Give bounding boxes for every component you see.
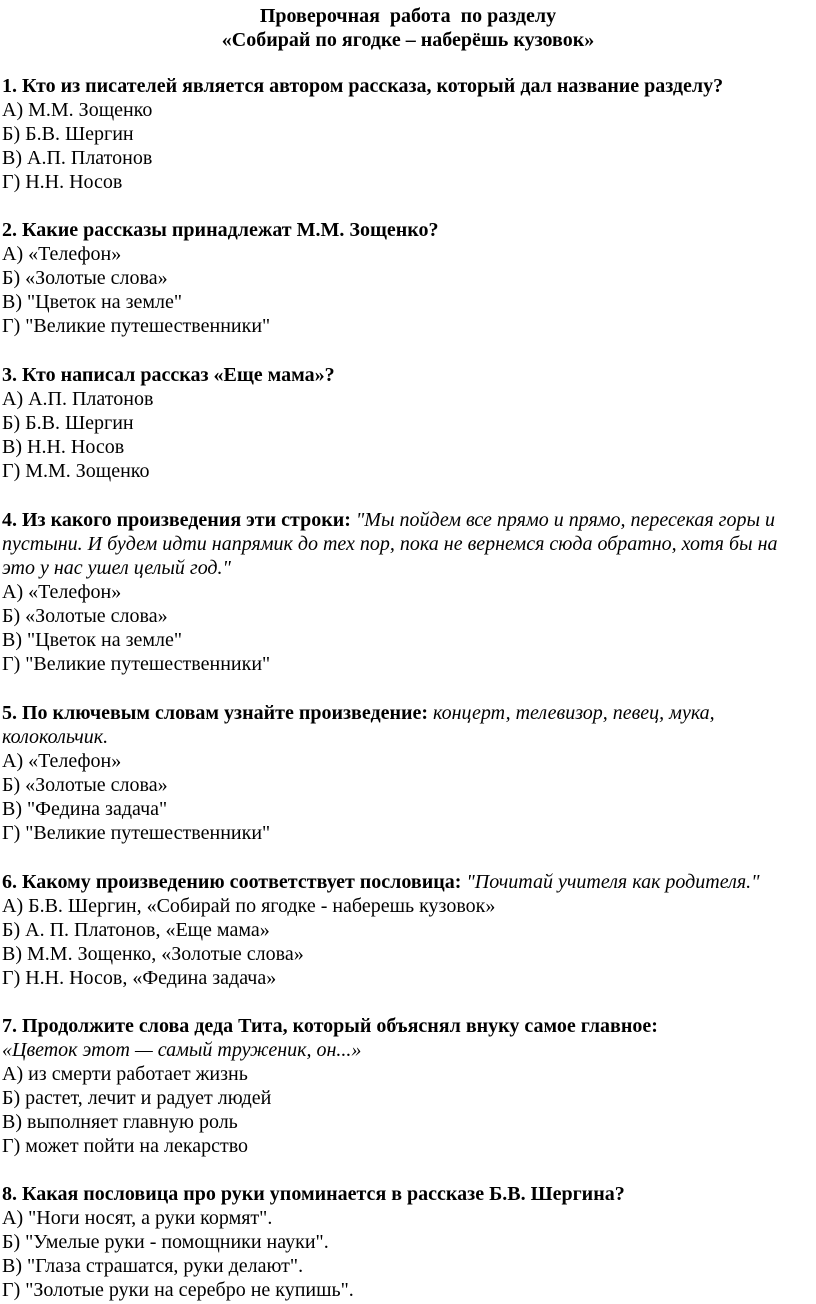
question-1-option-d: Г) Н.Н. Носов xyxy=(2,171,123,193)
question-text: . Из какого произведения эти строки: xyxy=(12,509,351,531)
question-1-option-c: В) А.П. Платонов xyxy=(2,147,153,169)
question-text: . Кто из писателей является автором рассказа, который дал название разделу? xyxy=(12,75,724,97)
question-3-option-d: Г) М.М. Зощенко xyxy=(2,460,150,482)
question-4-option-b: Б) «Золотые слова» xyxy=(2,605,168,627)
question-3-option-c: В) Н.Н. Носов xyxy=(2,436,125,458)
question-7-option-c: В) выполняет главную роль xyxy=(2,1111,238,1133)
question-8 xyxy=(2,1182,625,1206)
question-2-option-a: А) «Телефон» xyxy=(2,243,122,265)
question-number: 6 xyxy=(2,871,12,893)
question-number: 3 xyxy=(2,364,12,386)
question-1-option-b: Б) Б.В. Шергин xyxy=(2,123,134,145)
question-number: 2 xyxy=(2,219,12,241)
question-text: . Какие рассказы принадлежат М.М. Зощенко? xyxy=(12,219,439,241)
question-4-option-c: В) "Цветок на земле" xyxy=(2,629,183,651)
question-5 xyxy=(2,701,715,725)
question-7-quote: «Цветок этот — самый труженик, он...» xyxy=(2,1039,362,1061)
question-3-option-b: Б) Б.В. Шергин xyxy=(2,412,134,434)
question-1 xyxy=(2,74,723,98)
question-text: . Какому произведению соответствует пословица: xyxy=(12,871,462,893)
question-5-option-a: А) «Телефон» xyxy=(2,750,122,772)
question-7-option-b: Б) растет, лечит и радует людей xyxy=(2,1087,272,1109)
question-text: . Кто написал рассказ «Еще мама»? xyxy=(12,364,335,386)
question-text: . Продолжите слова деда Тита, который объяснял внуку самое главное: xyxy=(12,1015,658,1037)
question-4-quote-line-3: это у нас ушел целый год." xyxy=(2,557,231,579)
question-2-option-b: Б) «Золотые слова» xyxy=(2,267,168,289)
question-2 xyxy=(2,218,438,242)
question-7-option-d: Г) может пойти на лекарство xyxy=(2,1135,249,1157)
question-6-option-a: А) Б.В. Шергин, «Собирай по ягодке - наберешь кузовок» xyxy=(2,895,496,917)
question-6 xyxy=(2,870,760,894)
question-8-option-c: В) "Глаза страшатся, руки делают". xyxy=(2,1255,304,1277)
question-4-quote-line-2: пустыни. И будем идти напрямик до тех пор, пока не вернемся сюда обратно, хотя бы на xyxy=(2,533,778,555)
question-8-option-a: А) "Ноги носят, а руки кормят". xyxy=(2,1207,273,1229)
question-5-option-d: Г) "Великие путешественники" xyxy=(2,822,271,844)
question-8-option-d: Г) "Золотые руки на серебро не купишь". xyxy=(2,1279,354,1301)
question-quote: "Мы пойдем все прямо и прямо, пересекая горы и xyxy=(355,509,775,531)
question-number: 1 xyxy=(2,75,12,97)
question-2-option-d: Г) "Великие путешественники" xyxy=(2,315,271,337)
question-text: . Какая пословица про руки упоминается в рассказе Б.В. Шергина? xyxy=(12,1183,625,1205)
question-8-option-b: Б) "Умелые руки - помощники науки". xyxy=(2,1231,329,1253)
question-number: 7 xyxy=(2,1015,12,1037)
question-number: 4 xyxy=(2,509,12,531)
question-5-option-b: Б) «Золотые слова» xyxy=(2,774,168,796)
question-5-keywords-line-2: колокольчик. xyxy=(2,726,109,748)
question-6-option-c: В) М.М. Зощенко, «Золотые слова» xyxy=(2,943,304,965)
question-keywords: концерт, телевизор, певец, мука, xyxy=(433,702,715,724)
question-proverb: "Почитай учителя как родителя." xyxy=(466,871,760,893)
question-3 xyxy=(2,363,335,387)
question-4-option-d: Г) "Великие путешественники" xyxy=(2,653,271,675)
question-text: . По ключевым словам узнайте произведение: xyxy=(12,702,429,724)
question-7-option-a: А) из смерти работает жизнь xyxy=(2,1063,248,1085)
question-6-option-b: Б) А. П. Платонов, «Еще мама» xyxy=(2,919,270,941)
question-6-option-d: Г) Н.Н. Носов, «Федина задача» xyxy=(2,967,277,989)
page-title-line-1: Проверочная работа по разделу xyxy=(259,5,557,27)
question-number: 5 xyxy=(2,702,12,724)
question-4 xyxy=(2,508,775,532)
question-2-option-c: В) "Цветок на земле" xyxy=(2,291,183,313)
page-title-line-2: «Собирай по ягодке – наберёшь кузовок» xyxy=(221,29,595,51)
question-number: 8 xyxy=(2,1183,12,1205)
question-4-option-a: А) «Телефон» xyxy=(2,581,122,603)
question-5-option-c: В) "Федина задача" xyxy=(2,798,168,820)
question-7 xyxy=(2,1014,658,1038)
question-1-option-a: А) М.М. Зощенко xyxy=(2,99,153,121)
question-3-option-a: А) А.П. Платонов xyxy=(2,388,154,410)
